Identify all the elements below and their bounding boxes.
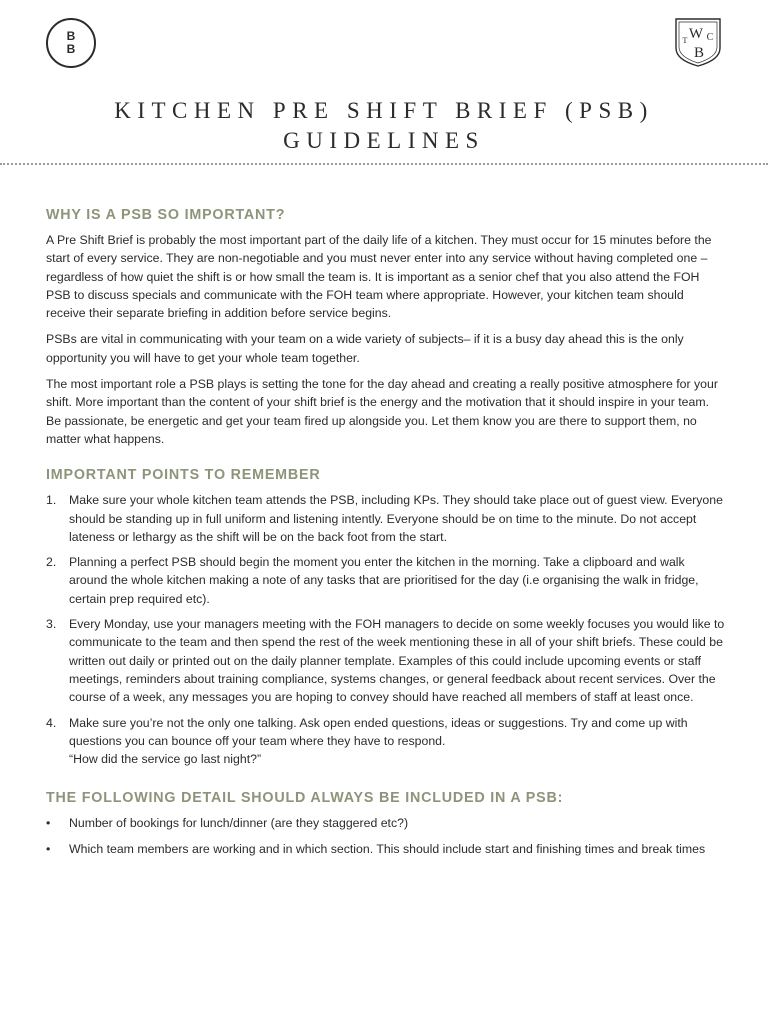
twbc-crest-logo xyxy=(672,16,724,68)
section-heading-why: WHY IS A PSB SO IMPORTANT? xyxy=(46,207,286,223)
page-title-line-1: KITCHEN PRE SHIFT BRIEF (PSB) xyxy=(114,98,654,123)
crest-letter-t: T xyxy=(682,36,688,45)
crest-letter-w: W xyxy=(688,26,704,42)
crest-letter-c: C xyxy=(706,32,714,43)
list-item-text: Number of bookings for lunch/dinner (are they staggered etc?) xyxy=(69,816,409,831)
page-title-line-2: GUIDELINES xyxy=(283,128,485,153)
paragraph-why-1: A Pre Shift Brief is probably the most important part of the daily life of a kitchen. They must occur for 15 minutes before the start of every service. They are non-negotiable and you must never enter into any service without having completed one – regardless of how quiet the shift is or how small the team is. It is important as a senior chef that you also attend the FOH PSB to discuss specials and communicate with the FOH team where appropriate. However, your kitchen team should receive their separate briefing in addition before service begins. xyxy=(46,233,712,321)
list-number: 1. xyxy=(46,493,57,508)
example-question: “How did the service go last night?” xyxy=(69,752,262,767)
list-number: 4. xyxy=(46,715,57,730)
list-item-text: Which team members are working and in which section. This should include start and finishing times and break times xyxy=(69,841,706,856)
paragraph-why-2: PSBs are vital in communicating with your team on a wide variety of subjects– if it is a busy day ahead this is the only opportunity you will have to get your whole team together. xyxy=(46,332,684,365)
section-heading-points: IMPORTANT POINTS TO REMEMBER xyxy=(46,467,321,484)
paragraph-why-3: The most important role a PSB plays is setting the tone for the day ahead and creating a really positive atmosphere for your shift. More important than the content of your shift brief is the energy and the motivation that it should inspire in your team. Be passionate, be energetic and get your team fired up alongside you. Let them know you are there to support them, no matter what happens. xyxy=(46,377,718,446)
list-item xyxy=(46,491,726,546)
list-item xyxy=(46,553,726,608)
list-item xyxy=(46,814,726,832)
list-item-text: Planning a perfect PSB should begin the moment you enter the kitchen in the morning. Take a clipboard and walk around the whole kitchen making a note of any tasks that are prioritised for the day (i.e organising the walk in fridge, certain prep required etc). xyxy=(69,555,699,606)
list-item xyxy=(46,714,726,769)
section-psb-details xyxy=(46,788,726,858)
list-item-text: Make sure your whole kitchen team attends the PSB, including KPs. They should take place out of guest view. Everyone should be standing up in full uniform and listening intently. Everyone should be on time to the minute. Do not accept lateness or lethargy as the shift will be on the back foot from the start. xyxy=(69,493,723,544)
list-item-text: Every Monday, use your managers meeting with the FOH managers to decide on some weekly focuses you would like to communicate to the team and then spend the rest of the week mentioning these in all of your shift briefs. These could be written out daily or printed out on the daily planner template. Examples of this could include upcoming events or staff meetings, reminders about training compliance, systems changes, or general feedback about recent services. Over the course of a week, any messages you are hoping to convey should have reached all members of staff at least once. xyxy=(69,617,725,705)
crest-letter-b: B xyxy=(693,45,705,61)
section-important-points xyxy=(46,465,726,768)
dotted-divider xyxy=(0,163,768,165)
section-why-psb xyxy=(46,205,726,448)
section-heading-details: THE FOLLOWING DETAIL SHOULD ALWAYS BE INCLUDED IN A PSB: xyxy=(46,790,564,807)
list-item xyxy=(46,840,726,858)
bullet-list xyxy=(46,814,726,858)
list-number: 2. xyxy=(46,555,57,570)
bullet-icon: • xyxy=(46,816,51,831)
numbered-list xyxy=(46,491,726,768)
list-number: 3. xyxy=(46,617,57,632)
document-body xyxy=(46,205,726,865)
list-item xyxy=(46,615,726,706)
bb-logo xyxy=(46,18,96,68)
page-title xyxy=(0,96,768,156)
list-item-text: Make sure you’re not the only one talking. Ask open ended questions, ideas or suggestions. Try and come up with questions you can bounce off your team where they have to respond. xyxy=(69,715,688,748)
bb-logo-letter-top: B xyxy=(66,29,76,43)
bb-logo-letter-bottom: B xyxy=(66,42,76,56)
bullet-icon: • xyxy=(46,841,51,856)
